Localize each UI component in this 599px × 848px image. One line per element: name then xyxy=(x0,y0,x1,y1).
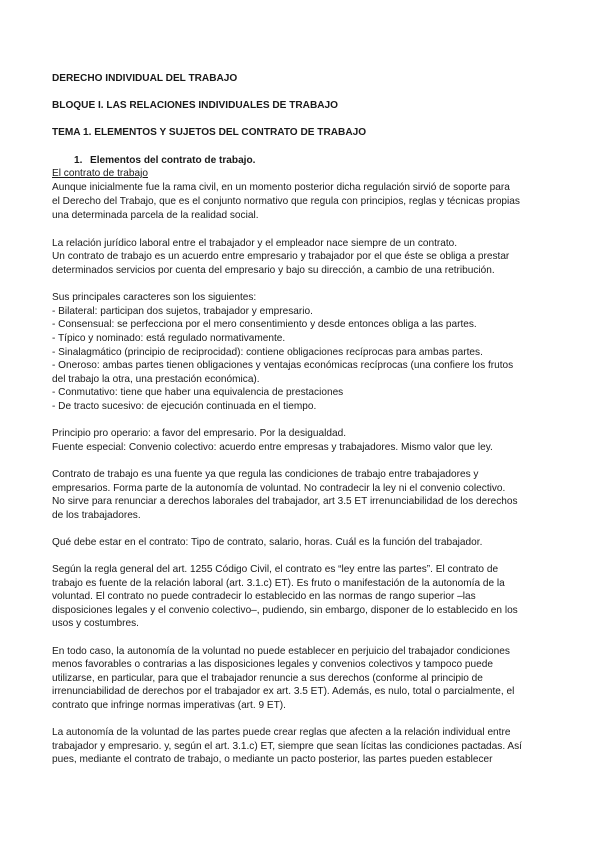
text-line: Principio pro operario: a favor del empresario. Por la desigualdad. xyxy=(52,428,347,439)
text-line: trabajo es fuente de la relación laboral (art. 3.1.c) ET). Es fruto o manifestación de la autonomía de la xyxy=(52,578,505,589)
text-line: irrenunciabilidad de derechos por el trabajador ex art. 3.5 ET). Además, es nulo, total o parcialmente, el xyxy=(52,686,515,697)
topic-title: TEMA 1. ELEMENTOS Y SUJETOS DEL CONTRATO DE TRABAJO xyxy=(52,127,367,138)
section-title: Elementos del contrato de trabajo. xyxy=(90,155,256,166)
text-line: usos y costumbres. xyxy=(52,618,139,629)
block-title: BLOQUE I. LAS RELACIONES INDIVIDUALES DE TRABAJO xyxy=(52,100,339,111)
text-line: En todo caso, la autonomía de la voluntad no puede establecer en perjuicio del trabajador condiciones xyxy=(52,646,510,657)
section-number: 1. xyxy=(74,155,83,166)
text-line: La autonomía de la voluntad de las partes puede crear reglas que afecten a la relación individual entre xyxy=(52,727,511,738)
list-item: - Conmutativo: tiene que haber una equivalencia de prestaciones xyxy=(52,387,344,398)
text-line: Un contrato de trabajo es un acuerdo entre empresario y trabajador por el que éste se obliga a prestar xyxy=(52,251,510,262)
text-line: empresarios. Forma parte de la autonomía de voluntad. No contradecir la ley ni el convenio colectivo. xyxy=(52,483,506,494)
text-line: Según la regla general del art. 1255 Código Civil, el contrato es “ley entre las partes”. El contrato de xyxy=(52,564,499,575)
document-title: DERECHO INDIVIDUAL DEL TRABAJO xyxy=(52,73,238,84)
subsection-title: El contrato de trabajo xyxy=(52,168,148,179)
text-line: una determinada parcela de la realidad social. xyxy=(52,210,259,221)
text-line: determinados servicios por cuenta del empresario y bajo su dirección, a cambio de una retribución. xyxy=(52,265,495,276)
list-item: - De tracto sucesivo: de ejecución continuada en el tiempo. xyxy=(52,401,317,412)
list-item: - Consensual: se perfecciona por el mero consentimiento y desde entonces obliga a las partes. xyxy=(52,319,477,330)
text-line: del trabajo la otra, una prestación económica). xyxy=(52,374,260,385)
list-item: - Sinalagmático (principio de reciprocidad): contiene obligaciones recíprocas para ambas partes. xyxy=(52,347,483,358)
text-line: de los trabajadores. xyxy=(52,510,141,521)
text-line: el Derecho del Trabajo, que es el conjunto normativo que regula con principios, reglas y técnicas propias xyxy=(52,196,520,207)
text-line: No sirve para renunciar a derechos laborales del trabajador, art 3.5 ET irrenunciabilidad de los derechos xyxy=(52,496,518,507)
list-item: - Oneroso: ambas partes tienen obligaciones y ventajas económicas recíprocas (una confiere los frutos xyxy=(52,360,514,371)
text-line: menos favorables o contrarias a las disposiciones legales y convenios colectivos y tampoco puede xyxy=(52,659,494,670)
list-item: - Bilateral: participan dos sujetos, trabajador y empresario. xyxy=(52,306,313,317)
list-item: - Típico y nominado: está regulado normativamente. xyxy=(52,333,286,344)
text-line: utilizarse, en particular, para que el trabajador renuncie a sus derechos (conforme al principio de xyxy=(52,673,483,684)
text-line: contrato que infringe normas imperativas (art. 9 ET). xyxy=(52,700,286,711)
text-line: Qué debe estar en el contrato: Tipo de contrato, salario, horas. Cuál es la función del trabajador. xyxy=(52,537,483,548)
text-line: trabajador y empresario. y, según el art. 3.1.c) ET, siempre que sean lícitas las condiciones pactadas. Así xyxy=(52,741,522,752)
text-line: Fuente especial: Convenio colectivo: acuerdo entre empresas y trabajadores. Mismo valor que ley. xyxy=(52,442,493,453)
text-line: voluntad. El contrato no puede contradecir lo establecido en las normas de rango superior –las xyxy=(52,591,476,602)
text-line: disposiciones legales y el convenio colectivo–, pudiendo, sin embargo, disponer de lo establecido en los xyxy=(52,605,518,616)
text-line: La relación jurídico laboral entre el trabajador y el empleador nace siempre de un contrato. xyxy=(52,238,458,249)
text-line: pues, mediante el contrato de trabajo, o mediante un pacto posterior, las partes pueden establecer xyxy=(52,754,493,765)
text-line: Contrato de trabajo es una fuente ya que regula las condiciones de trabajo entre trabajadores y xyxy=(52,469,479,480)
text-line: Sus principales caracteres son los siguientes: xyxy=(52,292,257,303)
text-line: Aunque inicialmente fue la rama civil, en un momento posterior dicha regulación sirvió de soporte para xyxy=(52,182,510,193)
